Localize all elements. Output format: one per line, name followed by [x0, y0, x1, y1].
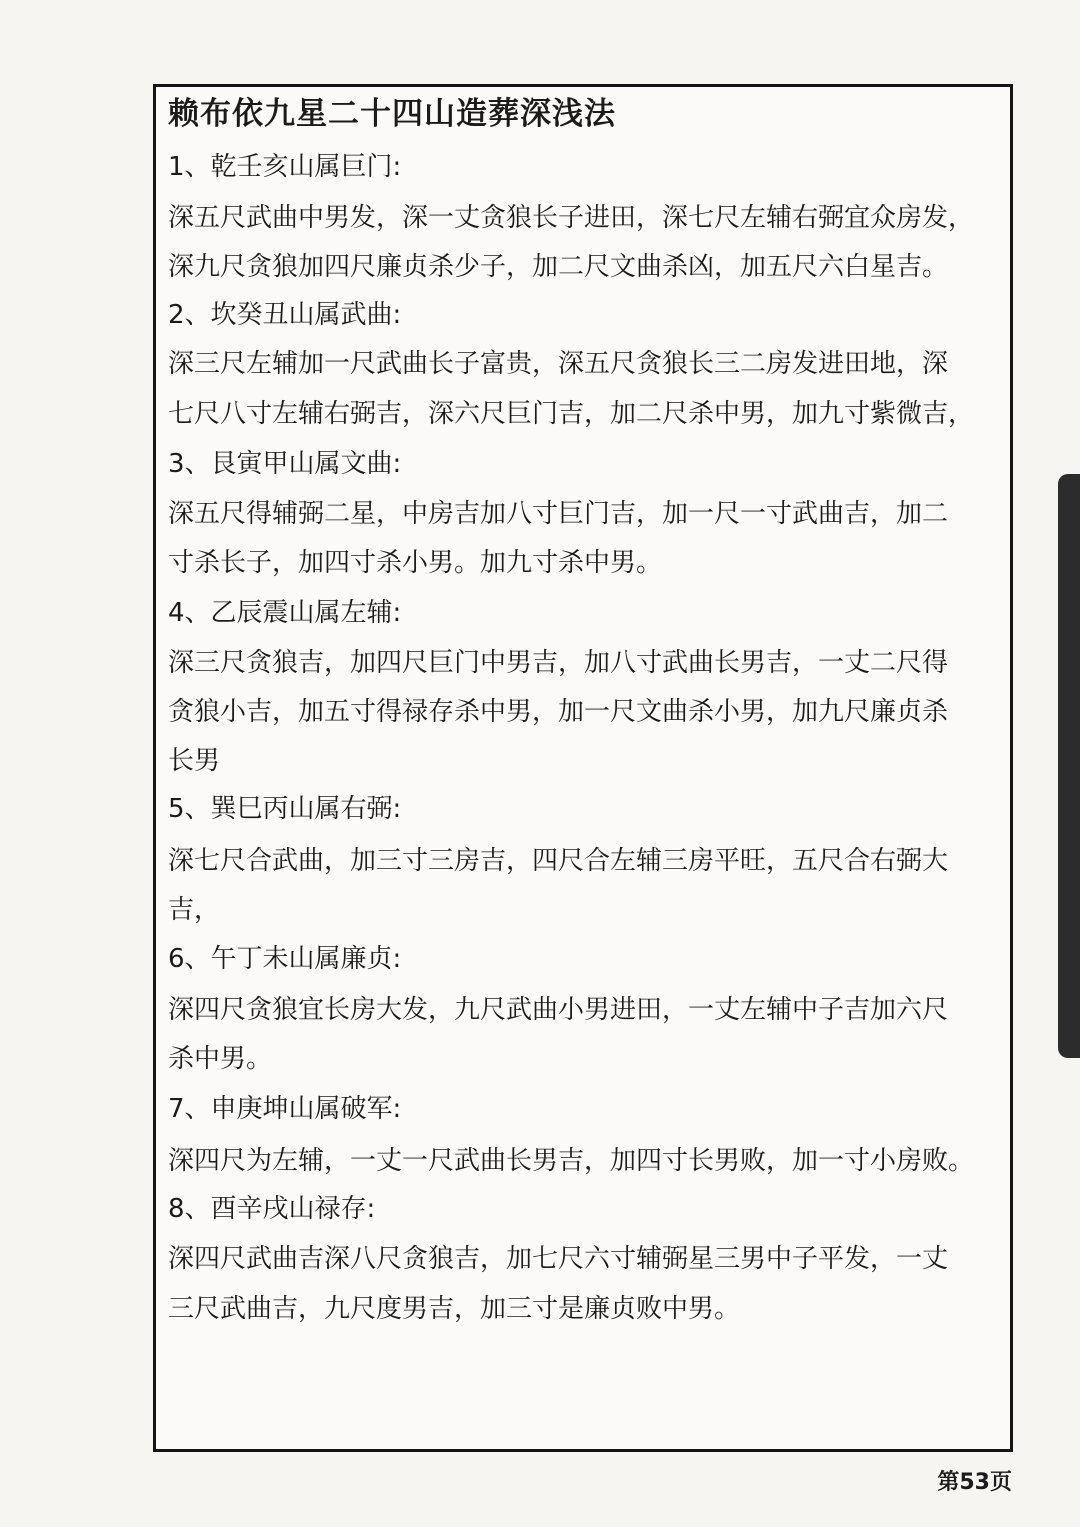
- section-5-line-1: 深七尺合武曲，加三寸三房吉，四尺合左辅三房平旺，五尺合右弼大: [168, 846, 949, 876]
- section-4-line-3: 长男: [168, 746, 221, 776]
- section-3-line-1: 深五尺得辅弼二星，中房吉加八寸巨门吉，加一尺一寸武曲吉，加二: [168, 499, 949, 529]
- section-8-line-2: 三尺武曲吉，九尺度男吉，加三寸是廉贞败中男。: [168, 1294, 741, 1324]
- section-1-line-1: 深五尺武曲中男发，深一丈贪狼长子进田，深七尺左辅右弼宜众房发，: [168, 203, 975, 233]
- section-6-line-1: 深四尺贪狼宜长房大发，九尺武曲小男进田，一丈左辅中子吉加六尺: [168, 995, 949, 1025]
- section-8-line-1: 深四尺武曲吉深八尺贪狼吉，加七尺六寸辅弼星三男中子平发，一丈: [168, 1244, 949, 1274]
- section-2-line-1: 深三尺左辅加一尺武曲长子富贵，深五尺贪狼长三二房发进田地，深: [168, 349, 949, 379]
- section-6-line-2: 杀中男。: [168, 1044, 273, 1074]
- section-heading-3: 3、艮寅甲山属文曲:: [168, 449, 402, 479]
- section-heading-7: 7、申庚坤山属破军:: [168, 1094, 402, 1124]
- section-heading-1: 1、乾壬亥山属巨门:: [168, 152, 402, 182]
- section-heading-5: 5、巽巳丙山属右弼:: [168, 794, 402, 824]
- section-7-line-1: 深四尺为左辅，一丈一尺武曲长男吉，加四寸长男败，加一寸小房败。: [168, 1146, 975, 1176]
- section-heading-4: 4、乙辰震山属左辅:: [168, 598, 402, 628]
- page-number: 第53页: [937, 1470, 1012, 1495]
- document-title: 赖布依九星二十四山造葬深浅法: [168, 96, 616, 132]
- binder-tab: [1058, 474, 1080, 1058]
- section-heading-2: 2、坎癸丑山属武曲:: [168, 300, 402, 330]
- section-3-line-2: 寸杀长子，加四寸杀小男。加九寸杀中男。: [168, 548, 663, 578]
- section-5-line-2: 吉，: [168, 895, 221, 925]
- section-4-line-2: 贪狼小吉，加五寸得禄存杀中男，加一尺文曲杀小男，加九尺廉贞杀: [168, 697, 949, 727]
- section-2-line-2: 七尺八寸左辅右弼吉，深六尺巨门吉，加二尺杀中男，加九寸紫微吉，: [168, 399, 975, 429]
- section-1-line-2: 深九尺贪狼加四尺廉贞杀少子，加二尺文曲杀凶，加五尺六白星吉。: [168, 252, 949, 282]
- section-heading-8: 8、酉辛戌山禄存:: [168, 1194, 376, 1224]
- section-heading-6: 6、午丁未山属廉贞:: [168, 944, 402, 974]
- section-4-line-1: 深三尺贪狼吉，加四尺巨门中男吉，加八寸武曲长男吉，一丈二尺得: [168, 648, 949, 678]
